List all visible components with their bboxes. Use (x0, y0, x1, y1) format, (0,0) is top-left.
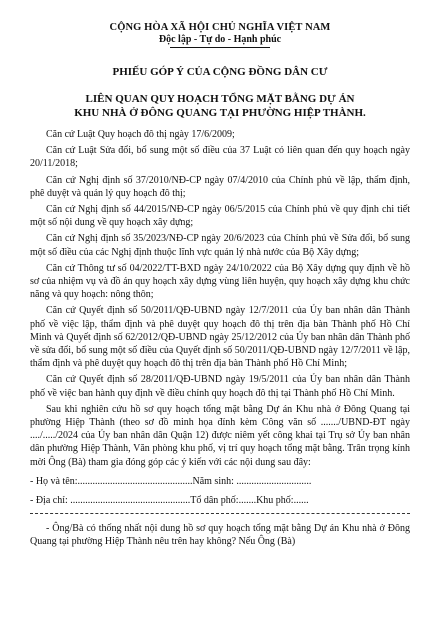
form-title: PHIẾU GÓP Ý CỦA CỘNG ĐỒNG DÂN CƯ (112, 66, 328, 78)
national-title: CỘNG HÒA XÃ HỘI CHỦ NGHĨA VIỆT NAM (109, 22, 331, 33)
legal-basis-paragraph: Căn cứ Quyết định số 28/2011/QĐ-UBND ngày 19/5/2011 của Ủy ban nhân dân Thành phố về việc ban hành quy định về điều chỉnh quy hoạch đô thị tại Thành phố Hồ Chí Minh. (30, 374, 410, 399)
motto-underline (170, 47, 270, 48)
legal-basis-paragraph: Căn cứ Nghị định số 44/2015/NĐ-CP ngày 06/5/2015 của Chính phủ về quy định chi tiết một số nội dung về quy hoạch xây dựng; (30, 204, 410, 229)
legal-basis-paragraph: Căn cứ Luật Sửa đổi, bổ sung một số điều của 37 Luật có liên quan đến quy hoạch ngày 20/11/2018; (30, 145, 410, 170)
national-motto: Độc lập - Tự do - Hạnh phúc (158, 34, 282, 45)
legal-basis-paragraph: Căn cứ Quyết định số 50/2011/QĐ-UBND ngày 12/7/2011 của Ủy ban nhân dân Thành phố về việc lập, thẩm định và phê duyệt quy hoạch đô thị trên địa bàn Thành phố Hồ Chí Minh và Quyết định số 62/2012/QĐ-UBND ngày 25/12/2012 của Ủy ban nhân dân Thành phố về sửa đổi, bổ sung một số điều của Quyết định số 50/2011/QĐ-UBND ngày 12/7/2011 về lập, thẩm định và phê duyệt quy hoạch đô thị trên địa bàn Thành phố Hồ Chí Minh; (30, 305, 410, 370)
address-field[interactable]: - Địa chỉ: ................................................Tổ dân phố:.......Khu phố:...... (30, 494, 309, 506)
form-body (30, 128, 410, 548)
question-paragraph: - Ông/Bà có thống nhất nội dung hồ sơ quy hoạch tổng mặt bằng Dự án Khu nhà ở Đông Quang tại phường Hiệp Thành nêu trên hay không? Nếu Ông (Bà) (30, 522, 410, 548)
subject-line-1: LIÊN QUAN QUY HOẠCH TỔNG MẶT BẰNG DỰ ÁN (85, 93, 355, 105)
legal-basis-paragraph: Căn cứ Luật Quy hoạch đô thị ngày 17/6/2009; (46, 129, 235, 140)
form-subject (30, 92, 410, 120)
legal-basis-paragraph: Căn cứ Nghị định số 37/2010/NĐ-CP ngày 07/4/2010 của Chính phủ về lập, thẩm định, phê duyệt và quản lý quy hoạch đô thị; (30, 174, 410, 199)
invitation-paragraph: Sau khi nghiên cứu hồ sơ quy hoạch tổng mặt bằng Dự án Khu nhà ở Đông Quang tại phường Hiệp Thành (theo sơ đồ minh họa đính kèm Công văn số ......./UBND-ĐT ngày ..../...../2024 của Ủy ban nhân dân Quận 12) được niêm yết công khai tại Trụ sở Ủy ban nhân dân phường Hiệp Thành, Văn phòng khu phố, vị trí quy hoạch tổng mặt bằng. Trân trọng kính mời Ông (Bà) tham gia đóng góp các ý kiến với các nội dung sau đây: (30, 403, 410, 468)
legal-basis-paragraph: Căn cứ Thông tư số 04/2022/TT-BXD ngày 24/10/2022 của Bộ Xây dựng quy định về hồ sơ của nhiệm vụ và đồ án quy hoạch xây dựng vùng liên huyện, quy hoạch xây dựng khu chức năng và quy hoạch: nông thôn; (30, 262, 410, 301)
section-divider (30, 513, 410, 514)
legal-basis-paragraph: Căn cứ Nghị định số 35/2023/NĐ-CP ngày 20/6/2023 của Chính phủ về Sửa đổi, bổ sung một số điều của các Nghị định thuộc lĩnh vực quản lý nhà nước của Bộ Xây dựng; (30, 233, 410, 258)
name-birthyear-field[interactable]: - Họ và tên:..............................................Năm sinh: .............................. (30, 475, 312, 487)
subject-line-2: KHU NHÀ Ở ĐÔNG QUANG TẠI PHƯỜNG HIỆP THÀNH. (74, 107, 366, 119)
